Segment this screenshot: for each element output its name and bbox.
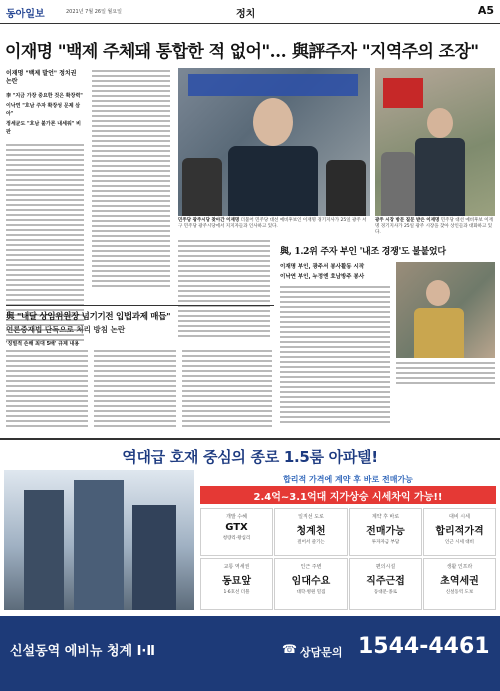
side-caption-text: 민주당 대선 예비후보 이재명 경기지사가 25일 광주 시장을 찾아 상인들과 대화하고 있다. [375, 218, 493, 235]
newspaper-logo: 동아일보 [6, 9, 45, 20]
ad-cell-4: 교통 역세권 동묘앞 1·6호선 더블 [200, 558, 273, 610]
section-name: 정치 [236, 9, 256, 20]
side-caption [375, 218, 495, 236]
article3-divider [6, 305, 274, 306]
article2-text [280, 286, 390, 426]
ad-cell-5: 인근 주변 임대수요 대학·병원 밀집 [274, 558, 348, 610]
page-number: A5 [477, 4, 494, 17]
article3-headline: 與 "내달 상임위원장 넘기기전 입법과제 매듭" [6, 312, 171, 322]
headline-part2: 與評주자 "지역주의 조장" [292, 41, 479, 62]
ad-footer [0, 616, 500, 691]
ad-brand-name: 신설동역 에비뉴 청계 Ⅰ·Ⅱ [10, 644, 155, 659]
headline-part1: 이재명 "백제 주체돼 통합한 적 없어"… [5, 41, 287, 62]
ad-rendering [4, 470, 194, 610]
side-caption-title: 광주 시장 방문 질문 받은 이재명 [375, 218, 440, 223]
ad-cell-7: 생활 인프라 초역세권 신설동역 도보 [423, 558, 496, 610]
phone-icon: ☎ [282, 642, 297, 656]
ad-phone-number[interactable]: 1544-4461 [358, 634, 490, 659]
main-headline [5, 36, 495, 62]
main-photo [178, 68, 370, 216]
ad-headline: 역대급 호재 중심의 종로 1.5룸 아파텔! [122, 448, 378, 466]
article3-text-col2 [94, 350, 176, 430]
article2-sub: 이낙연 부인, 누정엔 호남방주 봉사 [280, 274, 365, 280]
ad-call-label: 상담문의 [300, 646, 343, 659]
article2-headline: 與, 1.2위 주자 부인 '내조 경쟁'도 불붙었다 [280, 247, 446, 257]
ad-cell-2: 계약 후 바로 전매가능 투자자금 부담 [349, 508, 422, 556]
lead-line-2: 이낙연 "호남 주자 확장성 문제 삼아" [6, 103, 81, 117]
article2-photo [396, 262, 495, 358]
photo-caption-title: 민주당 광주시당 찾아간 이재명 [178, 218, 240, 223]
ad-cell-0: 개발 수혜 GTX 청량리·왕십리 [200, 508, 273, 556]
lead-kicker: 이재명 "백제 발언" 정치권 논란 [6, 70, 77, 85]
ad-cell-1: 일직선 도로 청계천 걸어서 즐기는 [274, 508, 348, 556]
lead-line-1: 李 "지금 가장 중요한 것은 확장력" [6, 93, 83, 99]
lead-column [6, 70, 84, 344]
text-column-2 [92, 70, 170, 290]
photo-caption [178, 218, 370, 230]
photo-caption-text: 더불어 민주당 대선 예비후보인 이재명 경기지사가 25일 광주 서구 민주당 광주시당에서 지지자들과 인사하고 있다. [178, 218, 367, 229]
lead-line-3: 정세균도 "호남 불가론 내세워" 비판 [6, 121, 81, 135]
article3-text-col3 [182, 350, 272, 430]
article2-kicker: 이재명 부인, 광주서 봉사활동 시작 [280, 264, 365, 270]
ad-period-banner: 2.4억~3.1억대 지가상승 시세차익 가능!! [200, 486, 496, 504]
ad-cell-3: 대비 시세 합리적가격 인근 시세 대비 [423, 508, 496, 556]
ad-subline: 합리적 가격에 계약 후 바로 전매가능 [283, 475, 413, 484]
advertisement [0, 438, 500, 691]
article2-photo-caption [396, 362, 495, 387]
ad-cell-6: 편의시설 직주근접 동대문·종로 [349, 558, 422, 610]
side-photo [375, 68, 495, 216]
masthead [0, 0, 500, 24]
article3-sub: 언론중재법 단독으로 처리 방침 논란 [6, 325, 126, 334]
article3-kicker: '징벌적 손해 최대 5배' 규제 내용 [6, 341, 80, 347]
issue-date: 2021년 7월 26일 월요일 [66, 9, 123, 15]
article3-text-col1 [6, 350, 88, 430]
